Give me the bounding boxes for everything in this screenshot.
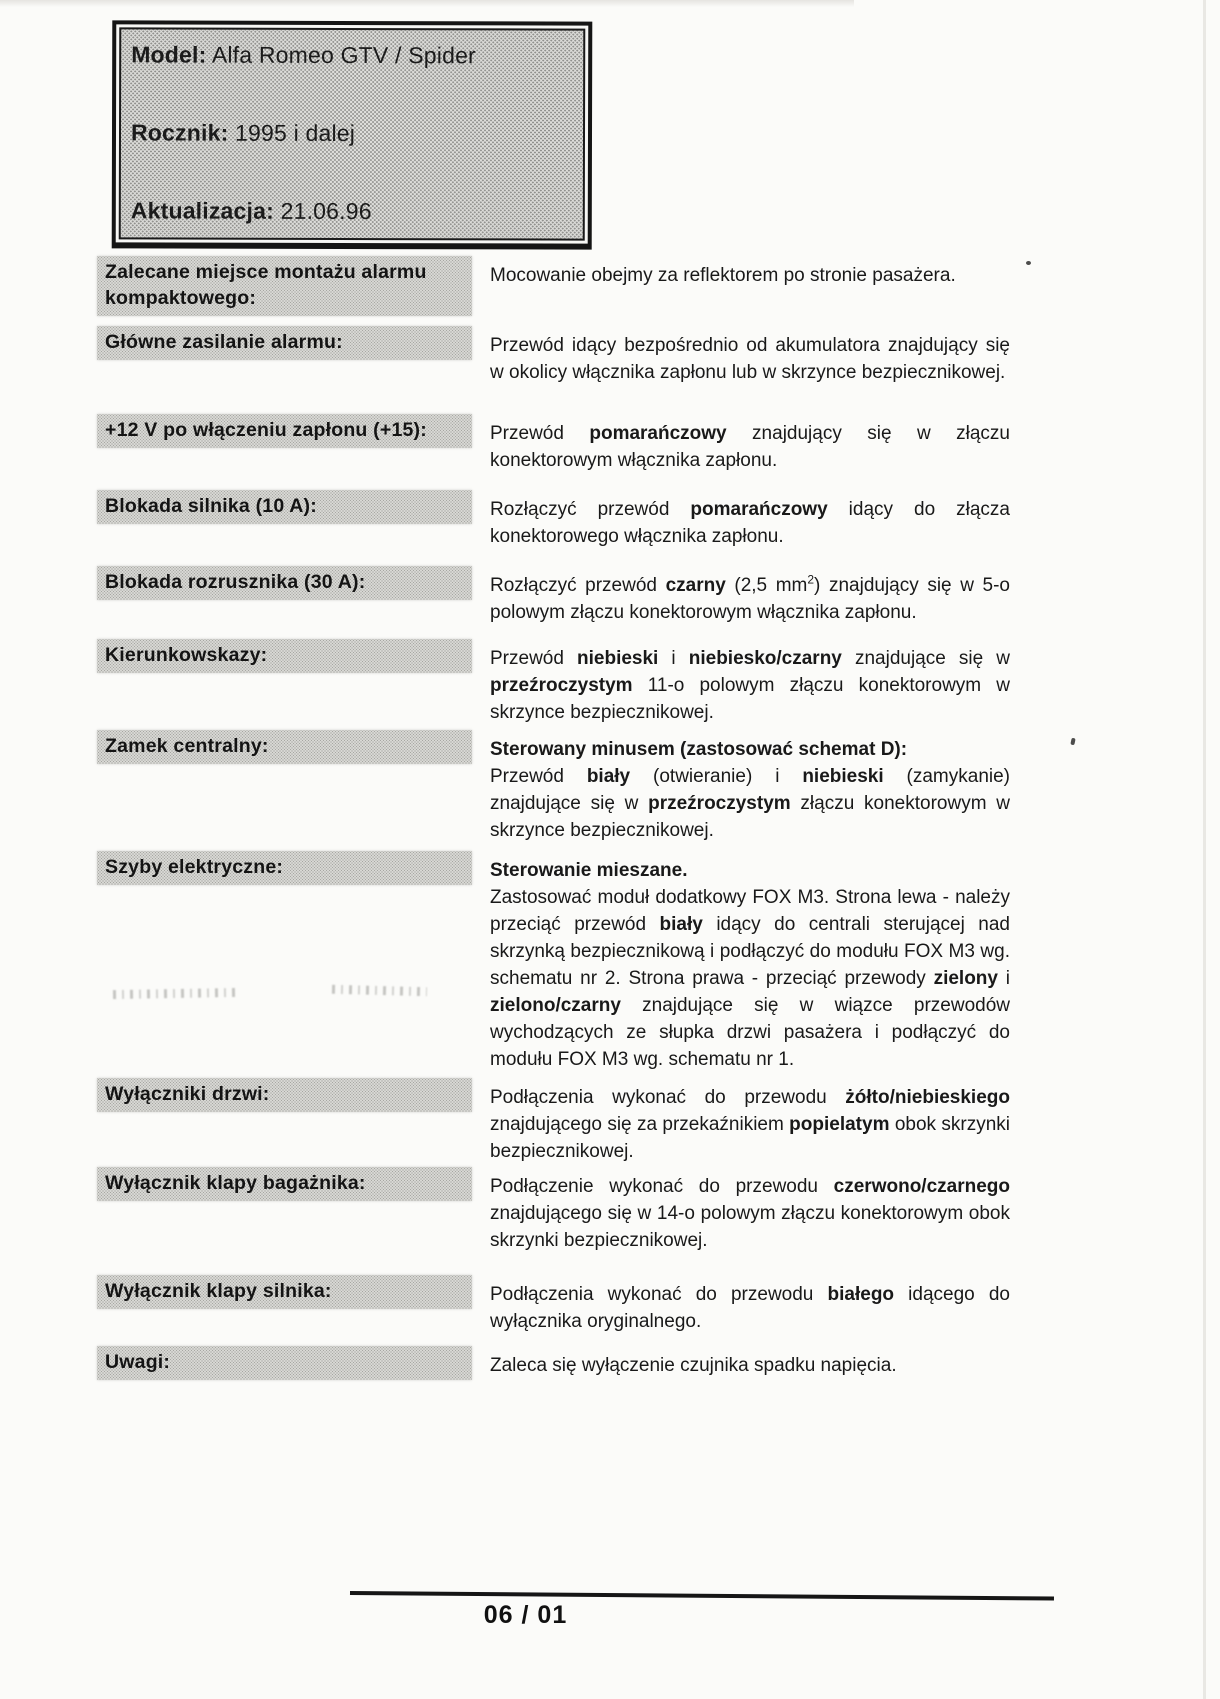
spec-description: Zaleca się wyłączenie czujnika spadku napięcia. (490, 1355, 897, 1376)
scan-speck (1026, 261, 1031, 265)
spec-description: Rozłączyć przewód pomarańczowy idący do złącza konektorowego włącznika zapłonu. (490, 499, 1010, 547)
spec-description: Rozłączyć przewód czarny (2,5 $mm^2$) znajdujący się w 5-o polowym złączu konektorowym włącznika zapłonu. (490, 572, 1010, 623)
spec-description: Przewód idący bezpośrednio od akumulatora znajdujący się w okolicy włącznika zapłonu lub w skrzynce bezpiecznikowej. (490, 335, 1010, 383)
spec-description: Sterowany minusem (zastosować schemat D): Przewód biały (otwieranie) i niebieski (zamykanie) znajdujące się w przeźroczystym złączu konektorowym w skrzynce bezpiecznikowej. (490, 739, 1011, 841)
spec-label: Szyby elektryczne: (97, 851, 472, 885)
spec-label: Wyłącznik klapy bagażnika: (97, 1167, 472, 1201)
model-field (131, 41, 571, 68)
update-value: 21.06.96 (280, 197, 372, 225)
spec-label: Kierunkowskazy: (97, 639, 472, 673)
scan-artifact-top (0, 0, 854, 7)
spec-row (97, 256, 1010, 316)
vehicle-info-box-inner (119, 27, 586, 240)
spec-label: Blokada silnika (10 A): (97, 490, 472, 524)
spec-label: Zamek centralny: (97, 730, 472, 764)
spec-label: Główne zasilanie alarmu: (97, 326, 472, 360)
spec-table (97, 256, 1010, 1380)
spec-row (97, 566, 1010, 626)
scan-artifact-right (1203, 0, 1206, 1699)
year-field (131, 119, 571, 146)
spec-label: +12 V po włączeniu zapłonu (+15): (97, 414, 472, 448)
model-value: Alfa Romeo GTV / Spider (211, 41, 476, 69)
year-label: Rocznik: (130, 119, 229, 146)
spec-row (97, 1167, 1010, 1254)
spec-description: Podłączenia wykonać do przewodu białego idącego do wyłącznika oryginalnego. (490, 1284, 1010, 1332)
update-label: Aktualizacja: (130, 197, 275, 224)
spec-description: Przewód niebieski i niebiesko/czarny znajdujące się w przeźroczystym 11-o polowym złączu konektorowym w skrzynce bezpiecznikowej. (490, 648, 1010, 723)
spec-label: Blokada rozrusznika (30 A): (97, 566, 472, 600)
spec-row (97, 730, 1010, 844)
spec-label: Zalecane miejsce montażu alarmu kompaktowego: (97, 256, 472, 316)
spec-row (97, 414, 1010, 474)
spec-label: Wyłącznik klapy silnika: (97, 1275, 472, 1309)
spec-description: Przewód pomarańczowy znajdujący się w złączu konektorowym włącznika zapłonu. (490, 423, 1010, 471)
update-field (131, 197, 571, 224)
spec-description: Podłączenia wykonać do przewodu żółto/niebieskiego znajdującego się za przekaźnikiem popielatym obok skrzynki bezpiecznikowej. (490, 1087, 1010, 1162)
model-label: Model: (131, 41, 207, 68)
spec-description: Sterowanie mieszane. Zastosować moduł dodatkowy FOX M3. Strona lewa - należy przeciąć przewód biały idący do centrali sterującej nad skrzynką bezpiecznikową i podłączyć do modułu FOX M3 wg. schematu nr 2. Strona prawa - przeciąć przewody zielony i zielono/czarny znajdujące się w wiązce przewodów wychodzących ze słupka drzwi pasażera i podłączyć do modułu FOX M3 wg. schematu nr 1. (490, 860, 1010, 1070)
vehicle-info-box (112, 20, 593, 249)
spec-row (97, 1275, 1010, 1335)
spec-row (97, 326, 1010, 386)
footer-rule (350, 1591, 1054, 1601)
scan-speck (1070, 738, 1075, 746)
year-value: 1995 i dalej (235, 119, 356, 147)
spec-description: Mocowanie obejmy za reflektorem po stronie pasażera. (490, 265, 956, 286)
spec-label: Uwagi: (97, 1346, 472, 1380)
spec-row (97, 1346, 1010, 1380)
spec-label: Wyłączniki drzwi: (97, 1078, 472, 1112)
spec-description: Podłączenie wykonać do przewodu czerwono/czarnego znajdującego się w 14-o polowym złączu konektorowym obok skrzynki bezpiecznikowej. (490, 1176, 1010, 1251)
page-number: 06 / 01 (483, 1601, 568, 1629)
spec-row (97, 490, 1010, 550)
spec-row (97, 639, 1010, 726)
spec-row (97, 1078, 1010, 1165)
spec-row (97, 851, 1010, 1073)
